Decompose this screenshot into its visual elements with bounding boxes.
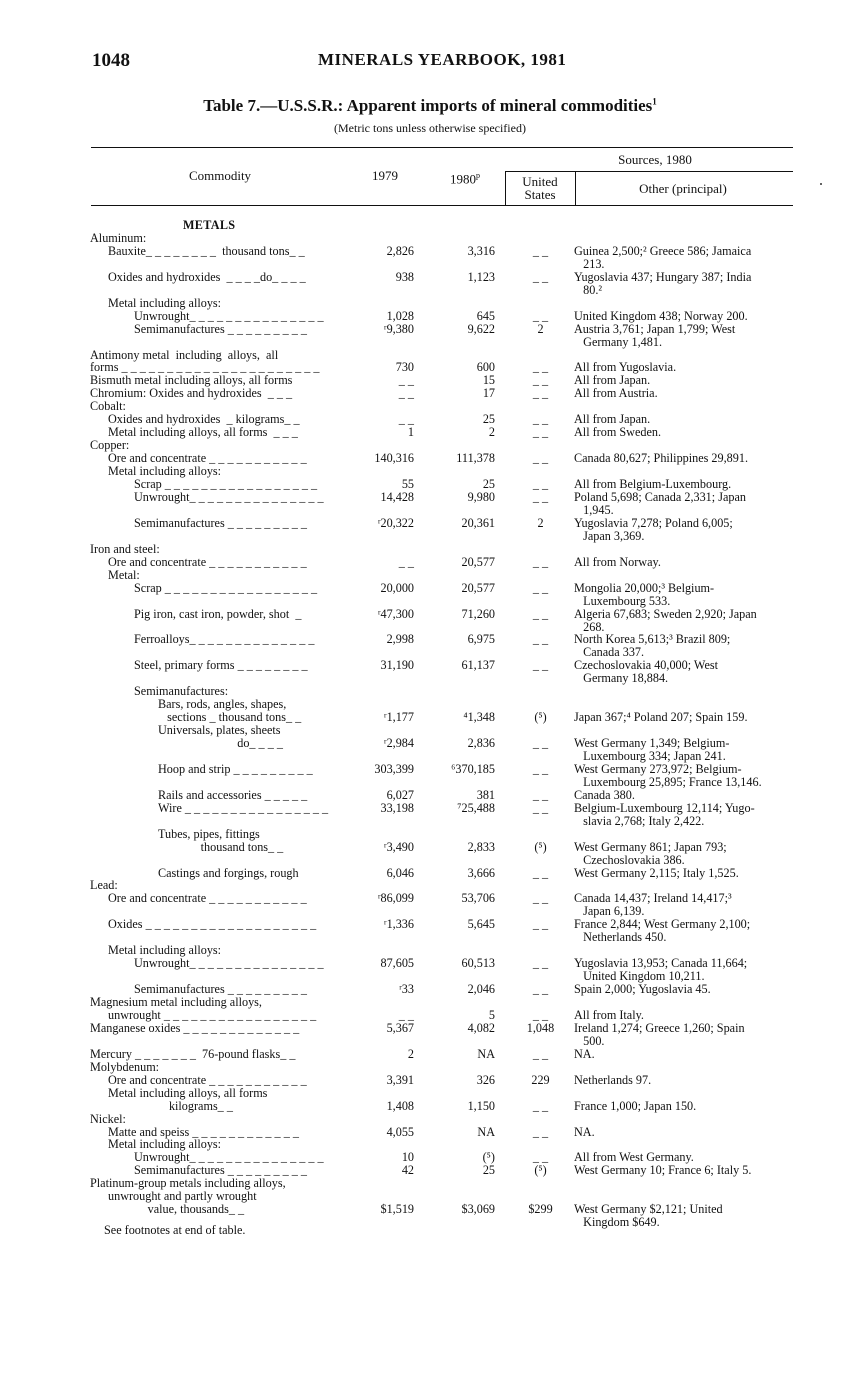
other-sources-cell: All from Belgium-Luxembourg. <box>574 477 732 491</box>
table-row <box>0 1100 860 1114</box>
united-states-cell: 2 <box>537 321 544 336</box>
united-states-cell: _ _ <box>532 489 549 504</box>
value-1979-cell: 87,605 <box>380 956 414 971</box>
other-sources-cell: 1,945. <box>574 502 614 517</box>
other-sources-cell: France 1,000; Japan 150. <box>574 1098 697 1113</box>
commodity-cell: Steel, primary forms _ _ _ _ _ _ _ _ <box>134 658 308 673</box>
commodity-cell: Magnesium metal including alloys, <box>90 995 262 1009</box>
other-sources-cell: All from Japan. <box>574 373 651 388</box>
united-states-cell: _ _ <box>532 243 549 258</box>
other-sources-cell: Netherlands 97. <box>574 1072 652 1087</box>
united-states-cell: 1,048 <box>526 1020 555 1035</box>
value-1979-cell: 2 <box>407 1046 414 1061</box>
commodity-cell: Metal: <box>108 567 140 582</box>
sources-rule <box>505 171 793 172</box>
commodity-cell: Chromium: Oxides and hydroxides _ _ _ <box>90 386 293 401</box>
value-1979-cell: ʳ1,177 <box>383 710 414 725</box>
value-1979-cell: _ _ <box>398 1007 414 1022</box>
value-1980-cell: $3,069 <box>461 1202 495 1217</box>
other-column-divider <box>575 171 576 205</box>
col-header-other: Other (principal) <box>639 181 727 196</box>
value-1980-cell: 326 <box>476 1072 495 1087</box>
value-1980-cell: 1,150 <box>467 1098 495 1113</box>
table-title <box>0 96 860 116</box>
other-sources-cell: Yugoslavia 437; Hungary 387; India <box>574 269 752 284</box>
commodity-cell: Nickel: <box>90 1111 126 1126</box>
other-sources-cell: Japan 6,139. <box>574 904 645 919</box>
commodity-cell: Unwrought_ _ _ _ _ _ _ _ _ _ _ _ _ _ _ <box>134 1150 324 1165</box>
other-sources-cell: Luxembourg 533. <box>574 593 671 608</box>
other-sources-cell: Yugoslavia 7,278; Poland 6,005; <box>574 515 733 530</box>
commodity-cell: Metal including alloys: <box>108 1137 222 1152</box>
commodity-cell: Aluminum: <box>90 230 147 245</box>
other-sources-cell: Ireland 1,274; Greece 1,260; Spain <box>574 1020 745 1035</box>
value-1979-cell: _ _ <box>398 386 414 401</box>
other-sources-cell: All from Austria. <box>574 386 658 401</box>
value-1980-cell: 25 <box>482 1163 495 1178</box>
other-sources-cell: All from Italy. <box>574 1007 644 1022</box>
table-row <box>0 245 860 259</box>
commodity-cell: unwrought and partly wrought <box>108 1189 257 1204</box>
united-states-cell: _ _ <box>532 269 549 284</box>
value-1980-cell: 60,513 <box>461 956 495 971</box>
table-row <box>0 802 860 816</box>
value-1980-cell: ⁴1,348 <box>463 710 495 725</box>
value-1979-cell: 42 <box>401 1163 414 1178</box>
united-states-cell: (⁵) <box>534 839 547 854</box>
other-sources-cell: West Germany 2,115; Italy 1,525. <box>574 865 739 880</box>
commodity-cell: Cobalt: <box>90 399 126 414</box>
commodity-cell: Oxides and hydroxides _ _ _ _do_ _ _ _ <box>108 269 306 284</box>
united-states-cell: _ _ <box>532 1007 549 1022</box>
other-sources-cell: All from Norway. <box>574 554 661 569</box>
commodity-cell: value, thousands_ _ <box>108 1202 245 1217</box>
united-states-cell: _ _ <box>532 761 549 776</box>
value-1979-cell: 3,391 <box>386 1072 414 1087</box>
value-1979-cell: 20,000 <box>380 580 414 595</box>
value-1979-cell: ʳ47,300 <box>377 606 414 621</box>
commodity-cell: Scrap _ _ _ _ _ _ _ _ _ _ _ _ _ _ _ _ _ <box>134 477 318 491</box>
value-1979-cell: _ _ <box>398 554 414 569</box>
commodity-cell: Ferroalloys_ _ _ _ _ _ _ _ _ _ _ _ _ _ <box>134 632 315 647</box>
other-sources-cell: 500. <box>574 1033 605 1048</box>
commodity-cell: Wire _ _ _ _ _ _ _ _ _ _ _ _ _ _ _ _ <box>158 800 329 815</box>
commodity-cell: Matte and speiss _ _ _ _ _ _ _ _ _ _ _ _ <box>108 1124 299 1139</box>
table-row <box>0 711 860 725</box>
other-sources-cell: Czechoslovakia 386. <box>574 852 685 867</box>
united-states-cell: _ _ <box>532 360 549 375</box>
value-1979-cell: 6,027 <box>386 787 414 802</box>
table-row <box>0 815 860 829</box>
commodity-cell: Hoop and strip _ _ _ _ _ _ _ _ _ <box>158 761 313 776</box>
commodity-cell: Rails and accessories _ _ _ _ _ <box>158 787 308 802</box>
table-row <box>0 1022 860 1036</box>
united-states-cell: _ _ <box>532 412 549 427</box>
other-sources-cell: 213. <box>574 256 605 271</box>
col-header-us-line1: United <box>522 174 558 189</box>
other-sources-cell: Canada 380. <box>574 787 635 802</box>
united-states-cell: _ _ <box>532 580 549 595</box>
other-sources-cell: Germany 1,481. <box>574 334 663 349</box>
united-states-cell: _ _ <box>532 865 549 880</box>
table-top-rule <box>91 147 793 148</box>
commodity-cell: Antimony metal including alloys, all <box>90 347 279 362</box>
united-states-cell: _ _ <box>532 736 549 750</box>
value-1980-cell: 2,046 <box>467 982 495 996</box>
page-header <box>92 50 792 74</box>
commodity-cell: Molybdenum: <box>90 1059 160 1074</box>
value-1980-cell: 20,361 <box>461 515 495 530</box>
commodity-cell: Mercury _ _ _ _ _ _ _ 76-pound flasks_ _ <box>90 1046 296 1061</box>
table-row <box>0 517 860 531</box>
value-1980-cell: 5,645 <box>467 917 495 932</box>
commodity-cell: Semimanufactures _ _ _ _ _ _ _ _ _ <box>134 982 307 996</box>
value-1980-cell: 25 <box>482 412 495 427</box>
value-1980-cell: 25 <box>482 477 495 491</box>
value-1980-cell: ⁷25,488 <box>457 800 495 815</box>
other-sources-cell: Czechoslovakia 40,000; West <box>574 658 718 673</box>
commodity-cell: Oxides _ _ _ _ _ _ _ _ _ _ _ _ _ _ _ _ _ _ _ <box>108 917 317 932</box>
value-1980-cell: NA <box>477 1124 495 1139</box>
table-row <box>0 737 860 751</box>
other-sources-cell: NA. <box>574 1124 595 1139</box>
value-1979-cell: 1,028 <box>386 308 414 323</box>
other-sources-cell: Luxembourg 334; Japan 241. <box>574 748 726 763</box>
commodity-cell: Bars, rods, angles, shapes, <box>158 697 287 712</box>
value-1980-cell: (⁵) <box>482 1150 495 1165</box>
value-1980-cell: 111,378 <box>456 451 495 466</box>
united-states-cell: _ _ <box>532 425 549 440</box>
united-states-cell: $299 <box>528 1202 553 1217</box>
other-sources-cell: West Germany 1,349; Belgium- <box>574 736 730 750</box>
commodity-cell: Castings and forgings, rough <box>158 865 299 880</box>
other-sources-cell: Canada 337. <box>574 645 645 660</box>
value-1979-cell: 4,055 <box>386 1124 414 1139</box>
col-header-1980 <box>440 169 490 185</box>
commodity-cell: Unwrought_ _ _ _ _ _ _ _ _ _ _ _ _ _ _ <box>134 489 324 504</box>
value-1979-cell: $1,519 <box>380 1202 414 1217</box>
other-sources-cell: France 2,844; West Germany 2,100; <box>574 917 751 932</box>
united-states-cell: _ _ <box>532 982 549 996</box>
other-sources-cell: West Germany 861; Japan 793; <box>574 839 727 854</box>
value-1979-cell: ʳ33 <box>399 982 414 996</box>
other-sources-cell: 80.² <box>574 282 603 297</box>
col-header-us-line2: States <box>524 187 556 202</box>
other-sources-cell: Luxembourg 25,895; France 13,146. <box>574 774 762 789</box>
value-1980-cell: 4,082 <box>467 1020 495 1035</box>
other-sources-cell: Canada 80,627; Philippines 29,891. <box>574 451 748 466</box>
value-1979-cell: 303,399 <box>374 761 414 776</box>
value-1980-cell: 9,622 <box>467 321 495 336</box>
united-states-cell: _ _ <box>532 451 549 466</box>
value-1980-cell: 5 <box>488 1007 495 1022</box>
table-row <box>0 569 860 583</box>
commodity-cell: Semimanufactures _ _ _ _ _ _ _ _ _ <box>134 321 307 336</box>
commodity-cell: thousand tons_ _ <box>158 839 284 854</box>
margin-mark <box>820 183 822 185</box>
table-row <box>0 621 860 635</box>
value-1980-cell: 53,706 <box>461 891 495 906</box>
other-sources-cell: All from Japan. <box>574 412 651 427</box>
table-row <box>0 646 860 660</box>
table-row <box>0 608 860 622</box>
other-sources-cell: West Germany 273,972; Belgium- <box>574 761 742 776</box>
other-sources-cell: Mongolia 20,000;³ Belgium- <box>574 580 715 595</box>
other-sources-cell: Guinea 2,500;² Greece 586; Jamaica <box>574 243 752 258</box>
commodity-cell: unwrought _ _ _ _ _ _ _ _ _ _ _ _ _ _ _ _ _ <box>108 1007 317 1022</box>
value-1980-cell: ⁶370,185 <box>451 761 495 776</box>
commodity-cell: METALS <box>183 218 236 232</box>
united-states-cell: _ _ <box>532 386 549 401</box>
united-states-cell: _ _ <box>532 917 549 932</box>
commodity-cell: kilograms_ _ <box>108 1098 233 1113</box>
value-1980-cell: 645 <box>476 308 495 323</box>
value-1980-cell: 600 <box>476 360 495 375</box>
other-sources-cell: Canada 14,437; Ireland 14,417;³ <box>574 891 732 906</box>
other-sources-cell: Belgium-Luxembourg 12,114; Yugo- <box>574 800 755 815</box>
value-1979-cell: 938 <box>395 269 414 284</box>
table-title-text: Table 7.—U.S.S.R.: Apparent imports of mineral commodities <box>203 96 653 115</box>
other-sources-cell: North Korea 5,613;³ Brazil 809; <box>574 632 731 647</box>
table-row <box>0 685 860 699</box>
value-1980-cell: NA <box>477 1046 495 1061</box>
value-1979-cell: 31,190 <box>380 658 414 673</box>
commodity-cell: Ore and concentrate _ _ _ _ _ _ _ _ _ _ _ <box>108 1072 307 1087</box>
table-row <box>0 271 860 285</box>
other-sources-cell: United Kingdom 438; Norway 200. <box>574 308 748 323</box>
value-1979-cell: _ _ <box>398 412 414 427</box>
table-row <box>0 957 860 971</box>
value-1980-cell: 2,833 <box>467 839 495 854</box>
footer-note: See footnotes at end of table. <box>104 1223 246 1237</box>
commodity-cell: Metal including alloys: <box>108 943 222 958</box>
other-sources-cell: Poland 5,698; Canada 2,331; Japan <box>574 489 746 504</box>
other-sources-cell: West Germany $2,121; United <box>574 1202 723 1217</box>
table-row <box>0 491 860 505</box>
table-row <box>0 1138 860 1152</box>
value-1979-cell: 2,998 <box>386 632 414 647</box>
other-sources-cell: Austria 3,761; Japan 1,799; West <box>574 321 736 336</box>
page-number: 1048 <box>92 50 130 71</box>
table-row <box>0 582 860 596</box>
table-row <box>0 970 860 984</box>
col-header-1980-mark: p <box>476 171 480 180</box>
other-sources-cell: Yugoslavia 13,953; Canada 11,664; <box>574 956 748 971</box>
commodity-cell: Ore and concentrate _ _ _ _ _ _ _ _ _ _ _ <box>108 891 307 906</box>
commodity-cell: forms _ _ _ _ _ _ _ _ _ _ _ _ _ _ _ _ _ _ _ _ _ _ <box>90 360 320 375</box>
other-sources-cell: Germany 18,884. <box>574 671 669 686</box>
value-1980-cell: 6,975 <box>467 632 495 647</box>
value-1979-cell: 6,046 <box>386 865 414 880</box>
united-states-cell: _ _ <box>532 658 549 673</box>
value-1979-cell: 14,428 <box>380 489 414 504</box>
col-header-sources: Sources, 1980 <box>618 152 692 167</box>
value-1979-cell: ʳ86,099 <box>377 891 414 906</box>
commodity-cell: Metal including alloys: <box>108 295 222 310</box>
other-sources-cell: Spain 2,000; Yugoslavia 45. <box>574 982 711 996</box>
table-row <box>0 918 860 932</box>
united-states-cell: _ _ <box>532 554 549 569</box>
commodity-cell: Semimanufactures: <box>134 684 229 699</box>
other-sources-cell: NA. <box>574 1046 595 1061</box>
united-states-cell: _ _ <box>532 308 549 323</box>
united-states-cell: (⁵) <box>534 1163 547 1178</box>
commodity-cell: Iron and steel: <box>90 541 160 556</box>
value-1979-cell: 55 <box>401 477 414 491</box>
commodity-cell: Unwrought_ _ _ _ _ _ _ _ _ _ _ _ _ _ _ <box>134 308 324 323</box>
header-bottom-rule <box>91 205 793 206</box>
table-row <box>0 659 860 673</box>
value-1979-cell: ʳ2,984 <box>383 736 414 750</box>
value-1979-cell: 1 <box>407 425 414 440</box>
commodity-cell: Metal including alloys, all forms <box>108 1085 268 1100</box>
col-header-united-states <box>506 175 574 201</box>
table-row <box>0 426 860 440</box>
united-states-cell: _ _ <box>532 1046 549 1061</box>
value-1979-cell: 33,198 <box>380 800 414 815</box>
commodity-cell: do_ _ _ _ <box>158 736 283 750</box>
col-header-1979: 1979 <box>372 168 398 183</box>
table-row <box>0 633 860 647</box>
value-1980-cell: 1,123 <box>467 269 495 284</box>
other-sources-cell: All from West Germany. <box>574 1150 694 1165</box>
other-sources-cell: Japan 3,369. <box>574 528 645 543</box>
value-1980-cell: 20,577 <box>461 580 495 595</box>
commodity-cell: Semimanufactures _ _ _ _ _ _ _ _ _ <box>134 1163 307 1178</box>
value-1979-cell: ʳ1,336 <box>383 917 414 932</box>
table-row <box>0 892 860 906</box>
united-states-cell: _ _ <box>532 891 549 906</box>
united-states-cell: (⁵) <box>534 710 547 725</box>
table-row <box>0 1203 860 1217</box>
table-row <box>0 867 860 881</box>
other-sources-cell: Netherlands 450. <box>574 930 667 945</box>
value-1980-cell: 2,836 <box>467 736 495 750</box>
commodity-cell: Platinum-group metals including alloys, <box>90 1176 286 1191</box>
united-states-cell: _ _ <box>532 373 549 388</box>
other-sources-cell: Algeria 67,683; Sweden 2,920; Japan <box>574 606 757 621</box>
commodity-cell: Scrap _ _ _ _ _ _ _ _ _ _ _ _ _ _ _ _ _ <box>134 580 318 595</box>
table-row <box>0 387 860 401</box>
united-states-cell: _ _ <box>532 800 549 815</box>
other-sources-cell: slavia 2,768; Italy 2,422. <box>574 813 705 828</box>
commodity-cell: Metal including alloys, all forms _ _ _ <box>108 425 298 440</box>
value-1979-cell: ʳ20,322 <box>377 515 414 530</box>
commodity-cell: sections _ thousand tons_ _ <box>158 710 302 725</box>
commodity-cell: Unwrought_ _ _ _ _ _ _ _ _ _ _ _ _ _ _ <box>134 956 324 971</box>
other-sources-cell: 268. <box>574 619 605 634</box>
united-states-cell: _ _ <box>532 787 549 802</box>
united-states-cell: _ _ <box>532 1098 549 1113</box>
table-row <box>0 465 860 479</box>
value-1980-cell: 381 <box>476 787 495 802</box>
other-sources-cell: All from Sweden. <box>574 425 661 440</box>
commodity-cell: Bismuth metal including alloys, all forms <box>90 373 293 388</box>
united-states-cell: _ _ <box>532 477 549 491</box>
value-1979-cell: 140,316 <box>374 451 414 466</box>
value-1980-cell: 71,260 <box>461 606 495 621</box>
other-sources-cell: West Germany 10; France 6; Italy 5. <box>574 1163 752 1178</box>
table-row <box>0 841 860 855</box>
table-subtitle: (Metric tons unless otherwise specified) <box>334 121 526 135</box>
commodity-cell: Ore and concentrate _ _ _ _ _ _ _ _ _ _ _ <box>108 554 307 569</box>
value-1980-cell: 3,666 <box>467 865 495 880</box>
table-row <box>0 776 860 790</box>
commodity-cell: Metal including alloys: <box>108 464 222 478</box>
value-1979-cell: 730 <box>395 360 414 375</box>
value-1980-cell: 17 <box>482 386 495 401</box>
value-1980-cell: 61,137 <box>461 658 495 673</box>
commodity-cell: Bauxite_ _ _ _ _ _ _ _ thousand tons_ _ <box>108 243 305 258</box>
value-1979-cell: ʳ9,380 <box>383 321 414 336</box>
other-sources-cell: Japan 367;⁴ Poland 207; Spain 159. <box>574 710 748 725</box>
commodity-cell: Ore and concentrate _ _ _ _ _ _ _ _ _ _ _ <box>108 451 307 466</box>
value-1980-cell: 15 <box>482 373 495 388</box>
value-1980-cell: 2 <box>488 425 495 440</box>
commodity-cell: Semimanufactures _ _ _ _ _ _ _ _ _ <box>134 515 307 530</box>
value-1979-cell: _ _ <box>398 373 414 388</box>
value-1980-cell: 9,980 <box>467 489 495 504</box>
value-1979-cell: ʳ3,490 <box>383 839 414 854</box>
united-states-cell: 2 <box>537 515 544 530</box>
united-states-cell: _ _ <box>532 632 549 647</box>
united-states-cell: _ _ <box>532 1150 549 1165</box>
value-1980-cell: 3,316 <box>467 243 495 258</box>
table-row <box>0 323 860 337</box>
other-sources-cell: All from Yugoslavia. <box>574 360 677 375</box>
table-row <box>0 672 860 686</box>
table-row <box>0 828 860 842</box>
commodity-cell: Pig iron, cast iron, powder, shot _ <box>134 606 302 621</box>
united-states-cell: _ _ <box>532 606 549 621</box>
united-states-cell: _ _ <box>532 1124 549 1139</box>
commodity-cell: Oxides and hydroxides _ kilograms_ _ <box>108 412 300 427</box>
running-head: MINERALS YEARBOOK, 1981 <box>318 50 567 69</box>
commodity-cell: Manganese oxides _ _ _ _ _ _ _ _ _ _ _ _ _ <box>90 1020 300 1035</box>
other-sources-cell: Kingdom $649. <box>574 1215 660 1230</box>
commodity-cell: Universals, plates, sheets <box>158 723 281 737</box>
value-1979-cell: 1,408 <box>386 1098 414 1113</box>
table-title-footnote: 1 <box>652 96 657 107</box>
col-header-commodity: Commodity <box>188 168 252 183</box>
table-row <box>0 724 860 738</box>
value-1980-cell: 20,577 <box>461 554 495 569</box>
value-1979-cell: 10 <box>401 1150 414 1165</box>
united-states-cell: _ _ <box>532 956 549 971</box>
commodity-cell: Lead: <box>90 878 118 893</box>
other-sources-cell: United Kingdom 10,211. <box>574 969 705 984</box>
commodity-cell: Tubes, pipes, fittings <box>158 826 260 841</box>
value-1979-cell: 2,826 <box>386 243 414 258</box>
united-states-cell: 229 <box>531 1072 550 1087</box>
col-header-1980-year: 1980 <box>450 171 476 187</box>
commodity-cell: Copper: <box>90 438 130 453</box>
value-1979-cell: 5,367 <box>386 1020 414 1035</box>
